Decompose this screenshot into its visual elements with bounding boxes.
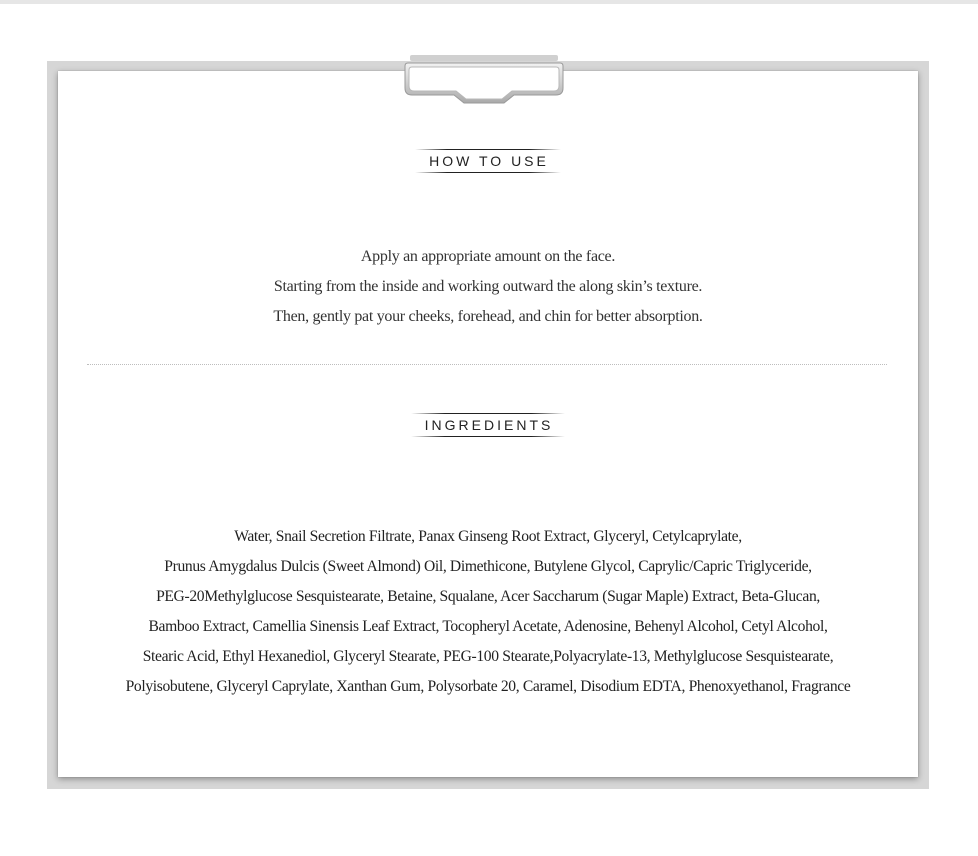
ingredients-line-3: PEG-20Methylglucose Sesquistearate, Betaine, Squalane, Acer Saccharum (Sugar Maple) Extract, Beta-Glucan, [156,588,820,605]
ingredients-heading: INGREDIENTS [411,413,566,437]
how-to-use-line-3: Then, gently pat your cheeks, forehead, and chin for better absorption. [273,308,703,325]
paper-sheet [58,71,918,777]
ingredients-line-2: Prunus Amygdalus Dulcis (Sweet Almond) Oil, Dimethicone, Butylene Glycol, Caprylic/Capric Triglyceride, [164,558,812,575]
ingredients-heading-wrap [58,413,918,437]
how-to-use-heading: HOW TO USE [415,149,561,173]
section-divider [87,364,887,365]
how-to-use-line-1: Apply an appropriate amount on the face. [360,248,616,265]
top-rule [0,0,978,4]
ingredients-line-4: Bamboo Extract, Camellia Sinensis Leaf Extract, Tocopheryl Acetate, Adenosine, Behenyl Alcohol, Cetyl Alcohol, [148,618,828,635]
clipboard-clip-icon [404,55,564,107]
ingredients-line-1: Water, Snail Secretion Filtrate, Panax Ginseng Root Extract, Glyceryl, Cetylcaprylate, [234,528,742,545]
ingredients-list [58,522,918,702]
how-to-use-line-2: Starting from the inside and working outward the along skin’s texture. [273,278,703,295]
ingredients-line-6: Polyisobutene, Glyceryl Caprylate, Xanthan Gum, Polysorbate 20, Caramel, Disodium EDTA, Phenoxyethanol, Fragrance [125,678,851,695]
how-to-use-heading-wrap [58,149,918,173]
ingredients-line-5: Stearic Acid, Ethyl Hexanediol, Glyceryl Stearate, PEG-100 Stearate,Polyacrylate-13, Methylglucose Sesquistearate, [142,648,834,665]
how-to-use-text [58,242,918,332]
